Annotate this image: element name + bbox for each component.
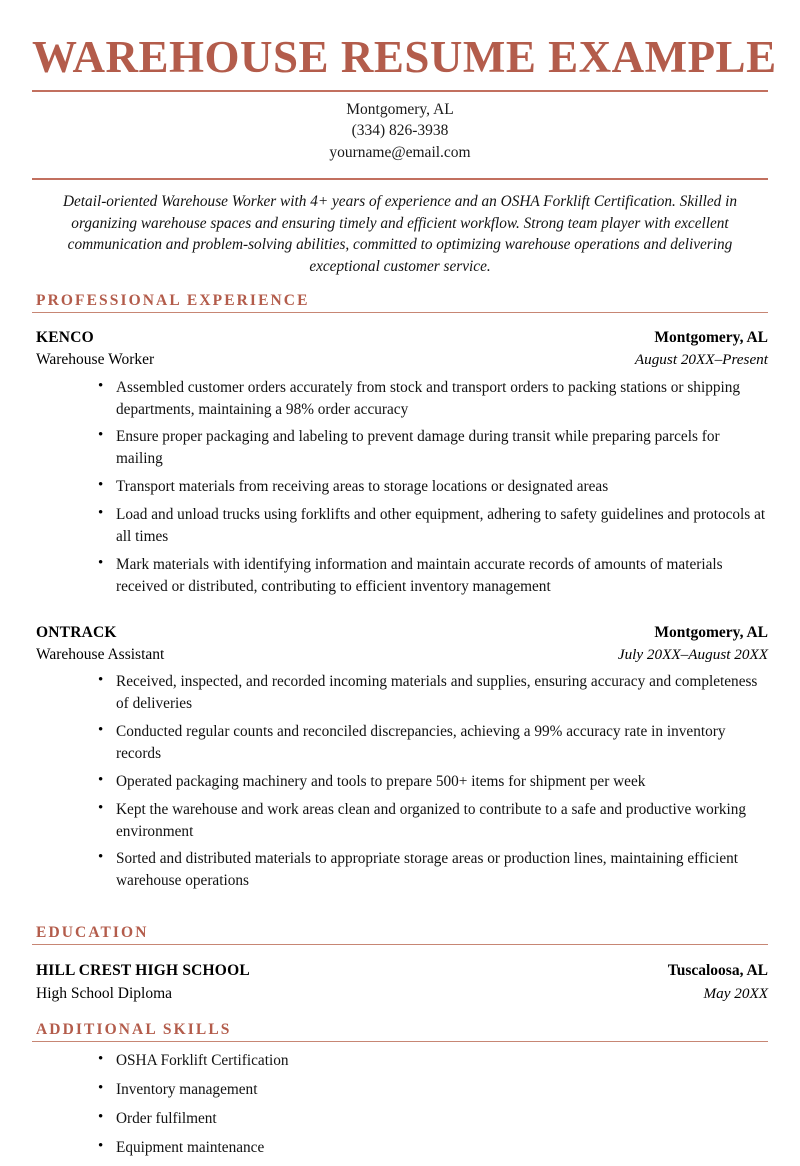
section-additional-skills	[32, 1005, 768, 1165]
contact-phone[interactable]: (334) 826-3938	[351, 122, 449, 140]
graduation-date: May 20XX	[703, 984, 768, 1002]
company-name: ONTRACK	[36, 623, 117, 641]
contact-location: Montgomery, AL	[346, 101, 454, 119]
section-education	[32, 898, 768, 1005]
section-professional-experience	[32, 286, 768, 898]
employment-dates: July 20XX–August 20XX	[617, 645, 768, 663]
list-item: • Ensure proper packaging and labeling to prevent damage during transit while preparing parcels for mailing	[98, 426, 768, 476]
entry-header-row	[32, 327, 768, 349]
list-item: • OSHA Forklift Certification	[98, 1050, 768, 1079]
list-item: • Operated packaging machinery and tools to prepare 500+ items for shipment per week	[98, 771, 768, 799]
list-item: • Conducted regular counts and reconciled discrepancies, achieving a 99% accuracy rate in inventory records	[98, 721, 768, 771]
entry-subheader-row	[32, 983, 768, 1005]
section-heading-skills: ADDITIONAL SKILLS	[36, 1021, 232, 1039]
entry-subheader-row	[32, 349, 768, 371]
experience-entry-kenco	[32, 321, 768, 604]
job-title: Warehouse Worker	[36, 351, 155, 369]
school-location: Tuscaloosa, AL	[667, 962, 768, 980]
list-item: • Order fulfilment	[98, 1108, 768, 1137]
company-name: KENCO	[36, 328, 94, 346]
experience-entry-ontrack	[32, 604, 768, 899]
list-item: • Load and unload trucks using forklifts and other equipment, adhering to safety guidelines and protocols at all times	[98, 504, 768, 554]
education-entry-hill-crest	[32, 953, 768, 1005]
page-title: WAREHOUSE RESUME EXAMPLE	[32, 32, 777, 82]
list-item: • Transport materials from receiving areas to storage locations or designated areas	[98, 476, 768, 504]
entry-header-row	[32, 622, 768, 644]
section-divider-skills	[32, 1041, 768, 1042]
school-name: HILL CREST HIGH SCHOOL	[36, 962, 250, 980]
skills-list	[32, 1050, 768, 1165]
contact-email[interactable]: yourname@email.com	[329, 143, 471, 161]
section-heading-education: EDUCATION	[36, 924, 149, 942]
list-item: • Kept the warehouse and work areas clean and organized to contribute to a safe and productive working environment	[98, 799, 768, 849]
contact-block	[32, 92, 768, 169]
employment-dates: August 20XX–Present	[634, 351, 768, 369]
job-title: Warehouse Assistant	[36, 645, 165, 663]
company-location: Montgomery, AL	[654, 623, 768, 641]
professional-summary: Detail-oriented Warehouse Worker with 4+ years of experience and an OSHA Forklift Certification. Skilled in organizing warehouse spaces and ensuring timely and efficient workflow. Strong team player with excellent communication and problem-solving abilities, committed to optimizing warehouse operations and delivering exceptional customer service.	[62, 192, 738, 276]
degree-name: High School Diploma	[36, 984, 173, 1002]
section-divider-education	[32, 944, 768, 945]
section-heading-experience: PROFESSIONAL EXPERIENCE	[36, 291, 310, 309]
list-item: • Mark materials with identifying information and maintain accurate records of amounts of materials received or distributed, contributing to efficient inventory management	[98, 554, 768, 604]
entry-header-row	[32, 960, 768, 982]
responsibility-list	[32, 377, 768, 604]
entry-subheader-row	[32, 644, 768, 666]
company-location: Montgomery, AL	[654, 328, 768, 346]
responsibility-list	[32, 671, 768, 898]
list-item: • Sorted and distributed materials to appropriate storage areas or production lines, maintaining efficient warehouse operations	[98, 848, 768, 898]
list-item: • Inventory management	[98, 1079, 768, 1108]
section-divider-experience	[32, 312, 768, 313]
list-item: • Assembled customer orders accurately from stock and transport orders to packing stations or shipping departments, maintaining a 98% order accuracy	[98, 377, 768, 427]
list-item: • Received, inspected, and recorded incoming materials and supplies, ensuring accuracy and completeness of deliveries	[98, 671, 768, 721]
list-item: • Equipment maintenance	[98, 1137, 768, 1166]
